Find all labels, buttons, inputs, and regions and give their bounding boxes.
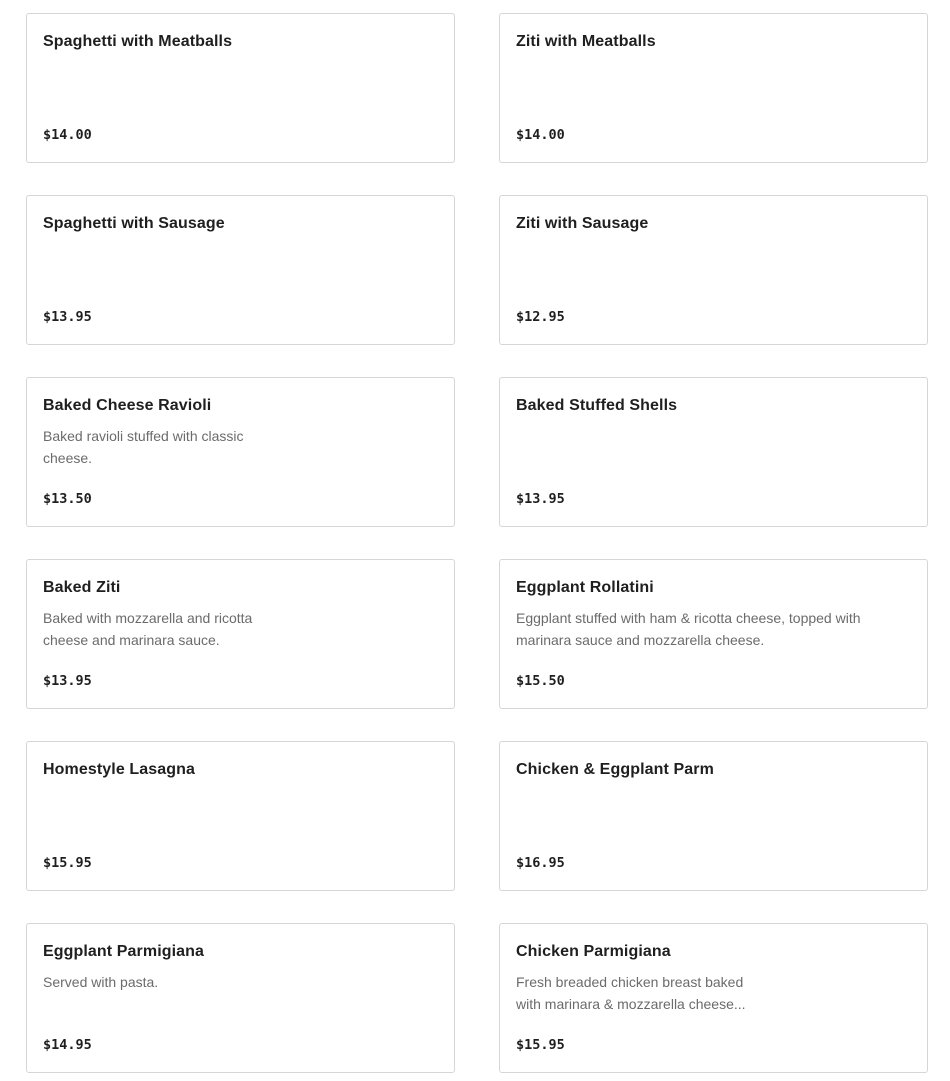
menu-item-card[interactable] bbox=[26, 559, 455, 709]
menu-item-description: Eggplant stuffed with ham & ricotta cheese, topped with marinara sauce and mozzarella cheese. bbox=[516, 610, 861, 648]
menu-item-card[interactable] bbox=[499, 559, 928, 709]
menu-item-description: Baked with mozzarella and ricotta cheese and marinara sauce. bbox=[43, 610, 253, 648]
menu-item-name: Spaghetti with Meatballs bbox=[43, 33, 233, 50]
menu-item-price: $15.95 bbox=[516, 1037, 565, 1053]
menu-item-name: Ziti with Meatballs bbox=[516, 33, 656, 50]
menu-item-name: Chicken & Eggplant Parm bbox=[516, 761, 714, 778]
menu-item-card[interactable] bbox=[499, 377, 928, 527]
menu-item-price: $15.50 bbox=[516, 673, 565, 689]
menu-item-price: $16.95 bbox=[516, 855, 565, 871]
menu-item-price: $13.50 bbox=[43, 491, 92, 507]
menu-item-card[interactable] bbox=[499, 923, 928, 1073]
menu-item-card[interactable] bbox=[499, 13, 928, 163]
menu-item-price: $13.95 bbox=[43, 673, 92, 689]
menu-item-card[interactable] bbox=[26, 923, 455, 1073]
menu-item-name: Eggplant Parmigiana bbox=[43, 943, 205, 960]
menu-items-grid bbox=[26, 13, 928, 1073]
menu-item-description: Served with pasta. bbox=[43, 974, 159, 990]
menu-item-price: $14.00 bbox=[43, 127, 92, 143]
menu-item-price: $14.00 bbox=[516, 127, 565, 143]
menu-item-price: $13.95 bbox=[43, 309, 92, 325]
menu-item-card[interactable] bbox=[26, 13, 455, 163]
menu-item-name: Chicken Parmigiana bbox=[516, 943, 671, 960]
menu-item-price: $15.95 bbox=[43, 855, 92, 871]
menu-item-price: $12.95 bbox=[516, 309, 565, 325]
menu-item-card[interactable] bbox=[499, 741, 928, 891]
menu-item-name: Baked Ziti bbox=[43, 579, 121, 596]
menu-item-price: $13.95 bbox=[516, 491, 565, 507]
menu-item-name: Homestyle Lasagna bbox=[43, 761, 195, 778]
menu-item-name: Baked Cheese Ravioli bbox=[43, 397, 212, 414]
menu-item-card[interactable] bbox=[26, 741, 455, 891]
menu-item-description: Fresh breaded chicken breast baked with marinara & mozzarella cheese... bbox=[516, 974, 746, 1012]
menu-item-name: Ziti with Sausage bbox=[516, 215, 649, 232]
menu-item-name: Spaghetti with Sausage bbox=[43, 215, 225, 232]
menu-item-description: Baked ravioli stuffed with classic cheese. bbox=[43, 428, 244, 466]
menu-item-price: $14.95 bbox=[43, 1037, 92, 1053]
menu-item-card[interactable] bbox=[26, 377, 455, 527]
menu-item-card[interactable] bbox=[499, 195, 928, 345]
menu-item-card[interactable] bbox=[26, 195, 455, 345]
menu-item-name: Eggplant Rollatini bbox=[516, 579, 654, 596]
menu-item-name: Baked Stuffed Shells bbox=[516, 397, 678, 414]
